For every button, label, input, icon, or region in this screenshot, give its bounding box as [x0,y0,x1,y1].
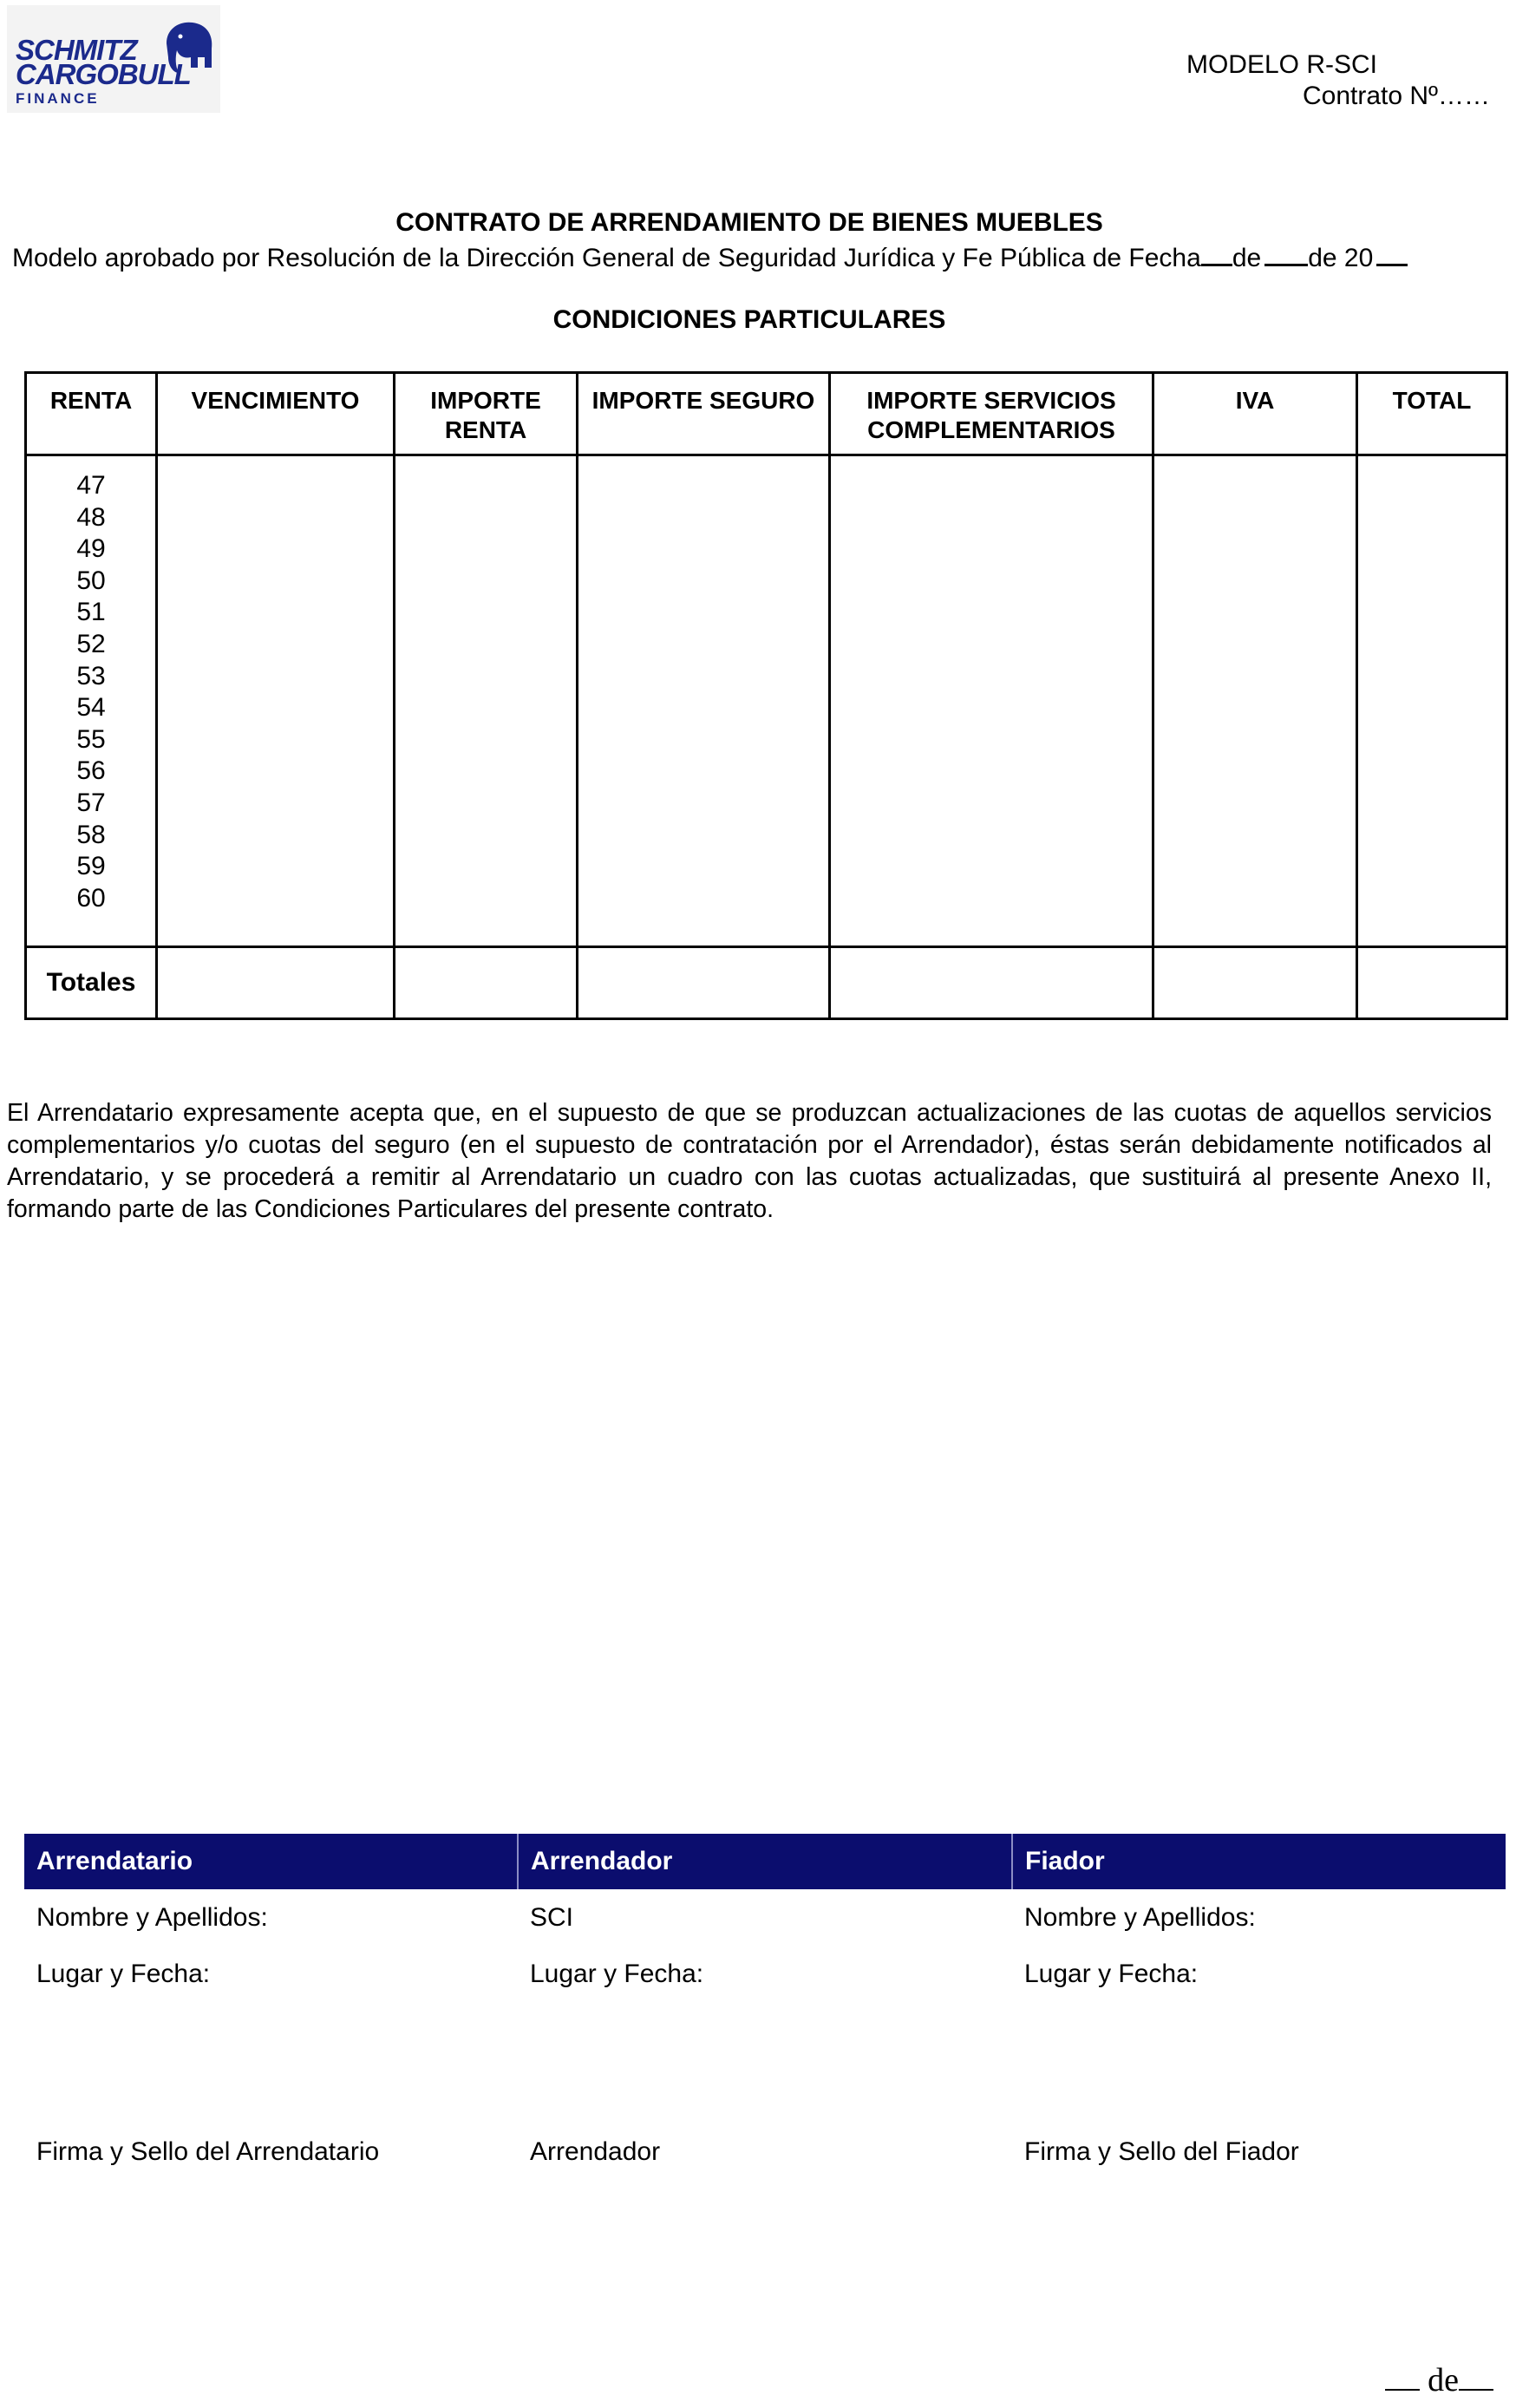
place-date-row [24,1947,1506,2002]
renta-number: 47 [76,471,106,500]
header-total: TOTAL [1357,373,1507,455]
blank-year [1376,241,1408,266]
iva-cell[interactable] [1153,455,1357,947]
page-total-blank [1459,2363,1493,2391]
contract-number: Contrato Nº…… [1302,82,1490,110]
fiador-signature-area[interactable] [1012,2002,1506,2123]
header-importe-servicios [830,373,1153,455]
fees-body-row [26,455,1507,947]
totals-importe-servicios-cell[interactable] [830,947,1153,1019]
page-current-blank [1385,2363,1420,2391]
totals-total-cell[interactable] [1357,947,1507,1019]
company-logo [7,5,220,113]
importe-renta-cell[interactable] [395,455,578,947]
fees-header-row [26,373,1507,455]
elephant-icon [161,17,215,83]
importe-seguro-cell[interactable] [578,455,830,947]
totals-label: Totales [26,947,157,1019]
document-title: CONTRATO DE ARRENDAMIENTO DE BIENES MUEBLES [395,208,1103,237]
header-vencimiento: VENCIMIENTO [157,373,395,455]
renta-number: 56 [76,756,106,786]
header-arrendatario: Arrendatario [24,1834,518,1889]
model-code: MODELO R-SCI [1186,50,1377,79]
importe-servicios-cell[interactable] [830,455,1153,947]
renta-number: 60 [76,883,106,913]
fiador-place-date-field: Lugar y Fecha: [1024,1960,1199,1988]
header-importe-servicios-label: IMPORTE SERVICIOS COMPLEMENTARIOS [866,387,1116,443]
totals-vencimiento-cell[interactable] [157,947,395,1019]
signature-caption-row [24,2123,1506,2181]
renta-number: 49 [76,534,106,564]
totals-importe-seguro-cell[interactable] [578,947,830,1019]
renta-number: 53 [76,661,106,690]
arrendador-signature-caption: Arrendador [530,2137,661,2166]
header-fiador: Fiador [1012,1834,1506,1889]
arrendador-place-date-field: Lugar y Fecha: [530,1960,704,1988]
logo-line-3: FINANCE [16,90,100,107]
arrendador-signature-area[interactable] [518,2002,1012,2123]
approval-text: Modelo aprobado por Resolución de la Dirección General de Seguridad Jurídica y Fe Pública de Fecha [12,244,1201,272]
renta-number: 55 [76,724,106,754]
fiador-signature-caption: Firma y Sello del Fiador [1024,2137,1299,2166]
name-row [24,1889,1506,1947]
arrendatario-name-field: Nombre y Apellidos: [36,1903,268,1932]
total-cell[interactable] [1357,455,1507,947]
approval-line [12,241,1408,273]
fees-table [24,371,1508,1020]
totals-iva-cell[interactable] [1153,947,1357,1019]
arrendatario-signature-area[interactable] [24,2002,518,2123]
renta-number: 51 [76,598,106,627]
header-arrendador: Arrendador [518,1834,1012,1889]
totals-importe-renta-cell[interactable] [395,947,578,1019]
blank-month [1264,241,1308,266]
renta-numbers-cell [26,455,157,947]
approval-de-2: de 20 [1308,244,1374,272]
vencimiento-cell[interactable] [157,455,395,947]
renta-number: 57 [76,788,106,817]
fees-totals-row [26,947,1507,1019]
clause-paragraph: El Arrendatario expresamente acepta que, en el supuesto de que se produzcan actualizaciones de las cuotas de aquellos servicios complementarios y/o cuotas del seguro (en el supuesto de contratación por el Arrendador), éstas serán debidamente notificados al Arrendatario, y se procederá a remitir al Arrendatario un cuadro con las cuotas actualizadas, que sustituirá al presente Anexo II, formando parte de las Condiciones Particulares del presente contrato. [7,1099,1492,1223]
header-importe-seguro: IMPORTE SEGURO [578,373,830,455]
renta-number: 52 [76,629,106,658]
arrendatario-place-date-field: Lugar y Fecha: [36,1960,211,1988]
renta-number: 58 [76,820,106,849]
renta-number: 48 [76,502,106,532]
blank-day [1201,241,1232,266]
signature-header-row [24,1834,1506,1889]
header-importe-renta-label: IMPORTE RENTA [430,387,541,443]
renta-number: 50 [76,566,106,595]
signature-space-row [24,2002,1506,2123]
renta-number: 59 [76,852,106,881]
page-de: de [1428,2362,1459,2398]
header-renta: RENTA [26,373,157,455]
fiador-name-field: Nombre y Apellidos: [1024,1903,1256,1932]
renta-number: 54 [76,693,106,723]
signature-table [24,1834,1506,2181]
section-title: CONDICIONES PARTICULARES [552,305,946,334]
logo-line-2: CARGOBULL [16,58,191,90]
page-number [1385,2361,1493,2399]
arrendador-name-field: SCI [530,1903,574,1932]
header-importe-renta [395,373,578,455]
logo-line-1: SCHMITZ [16,34,137,66]
header-iva: IVA [1153,373,1357,455]
approval-de-1: de [1232,244,1262,272]
arrendatario-signature-caption: Firma y Sello del Arrendatario [36,2137,380,2166]
